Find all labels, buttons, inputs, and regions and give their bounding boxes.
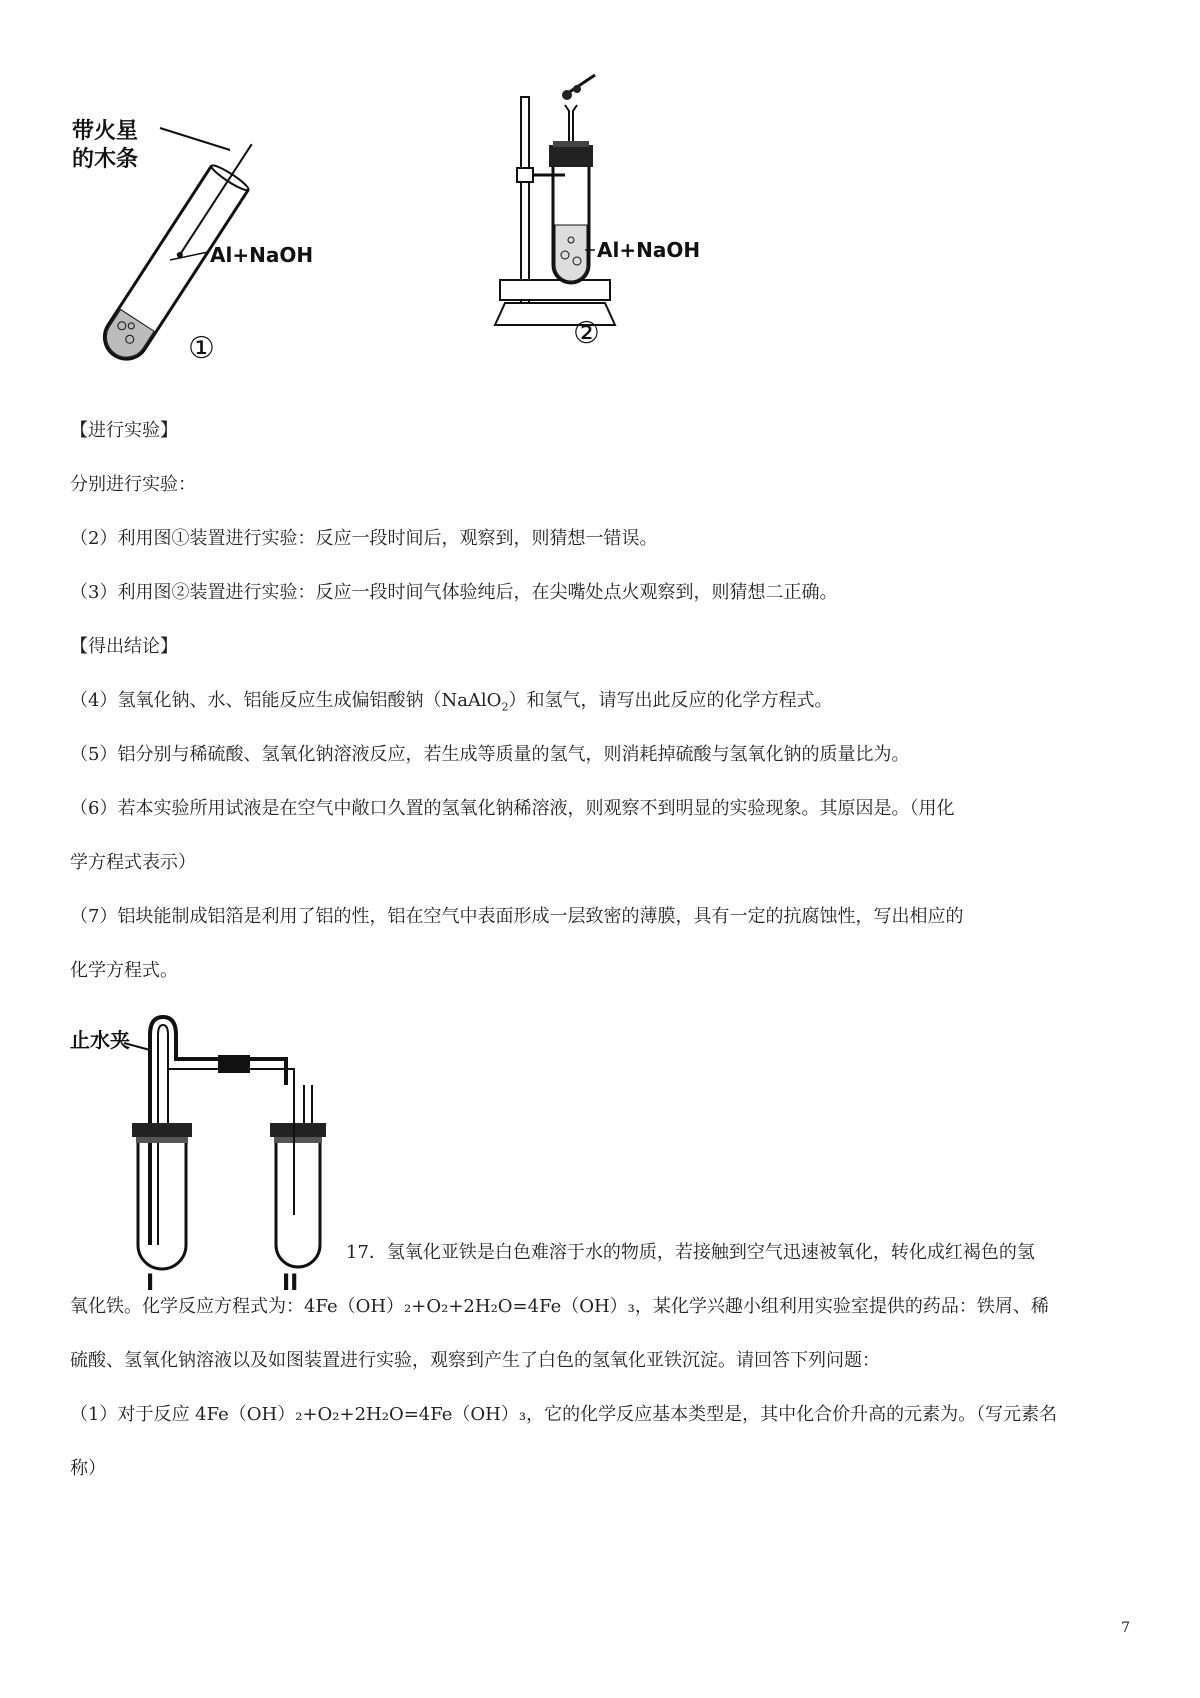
question-4 [70, 688, 1130, 721]
section-heading-conclusion: 【得出结论】 [70, 636, 178, 657]
section-heading-experiment: 【进行实验】 [70, 420, 178, 441]
question-2: （2）利用图①装置进行实验：反应一段时间后，观察到，则猜想一错误。 [70, 528, 658, 549]
question-4-post: ）和氢气，请写出此反应的化学方程式。 [508, 690, 833, 711]
q17-line-2: 氧化铁。化学反应方程式为：4Fe（OH）₂+O₂+2H₂O=4Fe（OH）₃，某化学兴趣小组利用实验室提供的药品：铁屑、稀 [70, 1296, 1049, 1317]
figure-2-reagent-label: Al+NaOH [597, 238, 701, 262]
figure-1-label-bottom: 的木条 [72, 147, 139, 172]
question-7-line-1: （7）铝块能制成铝箔是利用了铝的性，铝在空气中表面形成一层致密的薄膜，具有一定的抗腐蚀性，写出相应的 [70, 906, 964, 927]
tube-1-label: I [146, 1271, 155, 1296]
figure-1-test-tube [60, 100, 314, 390]
figure-1-reagent-label: Al+NaOH [210, 243, 314, 267]
question-6-line-2: 学方程式表示） [70, 852, 196, 873]
question-6-line-1: （6）若本实验所用试液是在空气中敞口久置的氢氧化钠稀溶液，则观察不到明显的实验现象。其原因是。（用化 [70, 798, 955, 819]
question-4-pre: （4）氢氧化钠、水、铝能反应生成偏铝酸钠（NaAlO [70, 690, 502, 711]
q17-sub1-line-1: （1）对于反应 4Fe（OH）₂+O₂+2H₂O=4Fe（OH）₃，它的化学反应基本类型是，其中化合价升高的元素为。（写元素名 [70, 1404, 1058, 1425]
question-4-subscript: 2 [501, 700, 509, 714]
figure-1-label-top: 带火星 [72, 119, 139, 144]
clamp-label: 止水夹 [70, 1028, 130, 1052]
q17-sub1-line-2: 称） [70, 1458, 106, 1479]
intro-text: 分别进行实验： [70, 474, 196, 495]
q17-line-3: 硫酸、氢氧化钠溶液以及如图装置进行实验，观察到产生了白色的氢氧化亚铁沉淀。请回答下列问题： [70, 1350, 880, 1371]
figure-2-apparatus [495, 75, 735, 375]
figure-3-apparatus [68, 1005, 338, 1295]
figure-1-number: ① [188, 331, 215, 366]
question-7-line-2: 化学方程式。 [70, 960, 178, 981]
tube-2-label: II [282, 1271, 299, 1296]
question-5: （5）铝分别与稀硫酸、氢氧化钠溶液反应，若生成等质量的氢气，则消耗掉硫酸与氢氧化钠的质量比为。 [70, 744, 910, 765]
page-number: 7 [1121, 1620, 1130, 1636]
q17-line-1: 17．氢氧化亚铁是白色难溶于水的物质，若接触到空气迅速被氧化，转化成红褐色的氢 [346, 1242, 1035, 1263]
figure-2-number: ② [573, 316, 600, 351]
question-3: （3）利用图②装置进行实验：反应一段时间气体验纯后，在尖嘴处点火观察到，则猜想二正确。 [70, 582, 838, 603]
